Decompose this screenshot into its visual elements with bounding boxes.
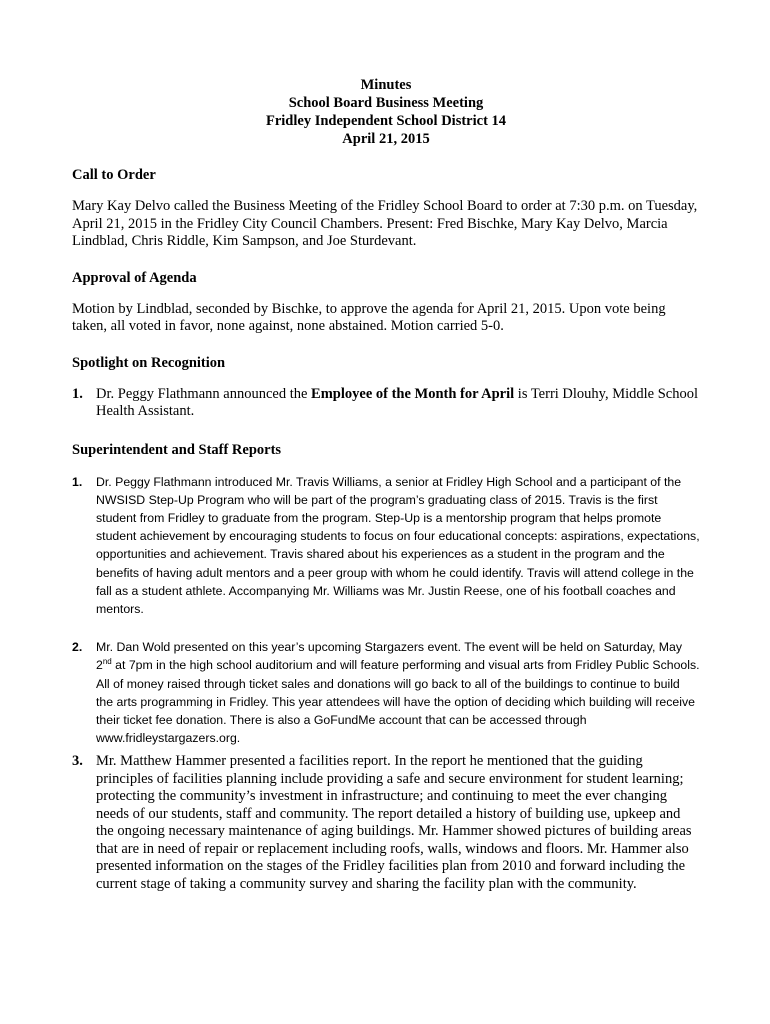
item-text-post: is Terri Dlouhy, Middle School Health Assistant.	[96, 385, 699, 419]
call-to-order-text: Mary Kay Delvo called the Business Meeting of the Fridley School Board to order at 7:30 p.m. on Tuesday, April 21, 2015 in the Fridley City Council Chambers. Present: Fred Bischke, Mary Kay Delvo, Marcia Lindblad, Chris Riddle, Kim Sampson, and Joe Sturdevant.	[72, 198, 698, 249]
item-number: 3.	[72, 753, 83, 770]
document-page	[72, 76, 700, 893]
ordinal-suffix: nd	[102, 657, 112, 667]
title-block	[72, 76, 700, 148]
meeting-date: April 21, 2015	[342, 131, 430, 147]
spotlight-list	[72, 386, 700, 421]
item-text-pre: Dr. Peggy Flathmann announced the	[96, 385, 312, 402]
list-item	[72, 753, 700, 893]
item-text-pre: Mr. Dan Wold presented on this year’s upcoming Stargazers event. The event will be held on Saturday, May 2	[96, 640, 683, 673]
reports-list	[72, 473, 700, 894]
item-text: Mr. Matthew Hammer presented a facilities report. In the report he mentioned that the guiding principles of facilities planning include providing a safe and secure environment for student learning; protecting the community’s investment in infrastructure; and continuing to meet the ever changing needs of our students, staff and community. The report detailed a history of building use, upkeep and the ongoing necessary maintenance of aging buildings. Mr. Hammer showed pictures of building areas that are in need of repair or replacement including roofs, walls, windows and floors. Mr. Hammer also presented information on the stages of the Fridley facilities plan from 2010 and forward including the current stage of taking a community survey and sharing the facility plan with the community.	[96, 753, 692, 892]
item-number: 2.	[72, 640, 83, 655]
item-number: 1.	[72, 474, 83, 489]
district-name: Fridley Independent School District 14	[265, 113, 507, 129]
item-text-post: at 7pm in the high school auditorium and will feature performing and visual arts from Fridley Public Schools. All of money raised through ticket sales and donations will go back to all of the buildings to continue to build the arts programming in Fridley. This year attendees will have the option of deciding which building will receive their ticket fee donation. There is also a GoFundMe account that can be accessed through www.fridleystargazers.org.	[96, 658, 700, 746]
item-text-bold: Employee of the Month for April	[311, 385, 515, 402]
list-item	[72, 386, 700, 421]
list-item	[72, 638, 700, 747]
item-text: Dr. Peggy Flathmann introduced Mr. Travis Williams, a senior at Fridley High School and a participant of the NWSISD Step-Up Program who will be part of the program’s graduating class of 2015. Travis is the first student from Fridley to graduate from the program. Step-Up is a mentorship program that helps promote student achievement by encouraging students to focus on four educational concepts: aspirations, expectations, opportunities and achievement. Travis shared about his experiences as a student in the program and the benefits of having adult mentors and a peer group with whom he could identify. Travis will attend college in the fall as a student athlete. Accompanying Mr. Williams was Mr. Justin Reese, one of his football coaches and mentors.	[96, 474, 700, 616]
meeting-name: School Board Business Meeting	[288, 95, 484, 111]
approval-text: Motion by Lindblad, seconded by Bischke, to approve the agenda for April 21, 2015. Upon vote being taken, all voted in favor, none against, none abstained. Motion carried 5-0.	[72, 300, 666, 334]
approval-heading: Approval of Agenda	[72, 269, 197, 286]
list-item	[72, 473, 700, 619]
item-number: 1.	[72, 385, 83, 402]
call-to-order-heading: Call to Order	[72, 167, 156, 183]
spotlight-heading: Spotlight on Recognition	[72, 354, 226, 371]
reports-heading: Superintendent and Staff Reports	[72, 441, 282, 458]
doc-title: Minutes	[360, 77, 412, 93]
